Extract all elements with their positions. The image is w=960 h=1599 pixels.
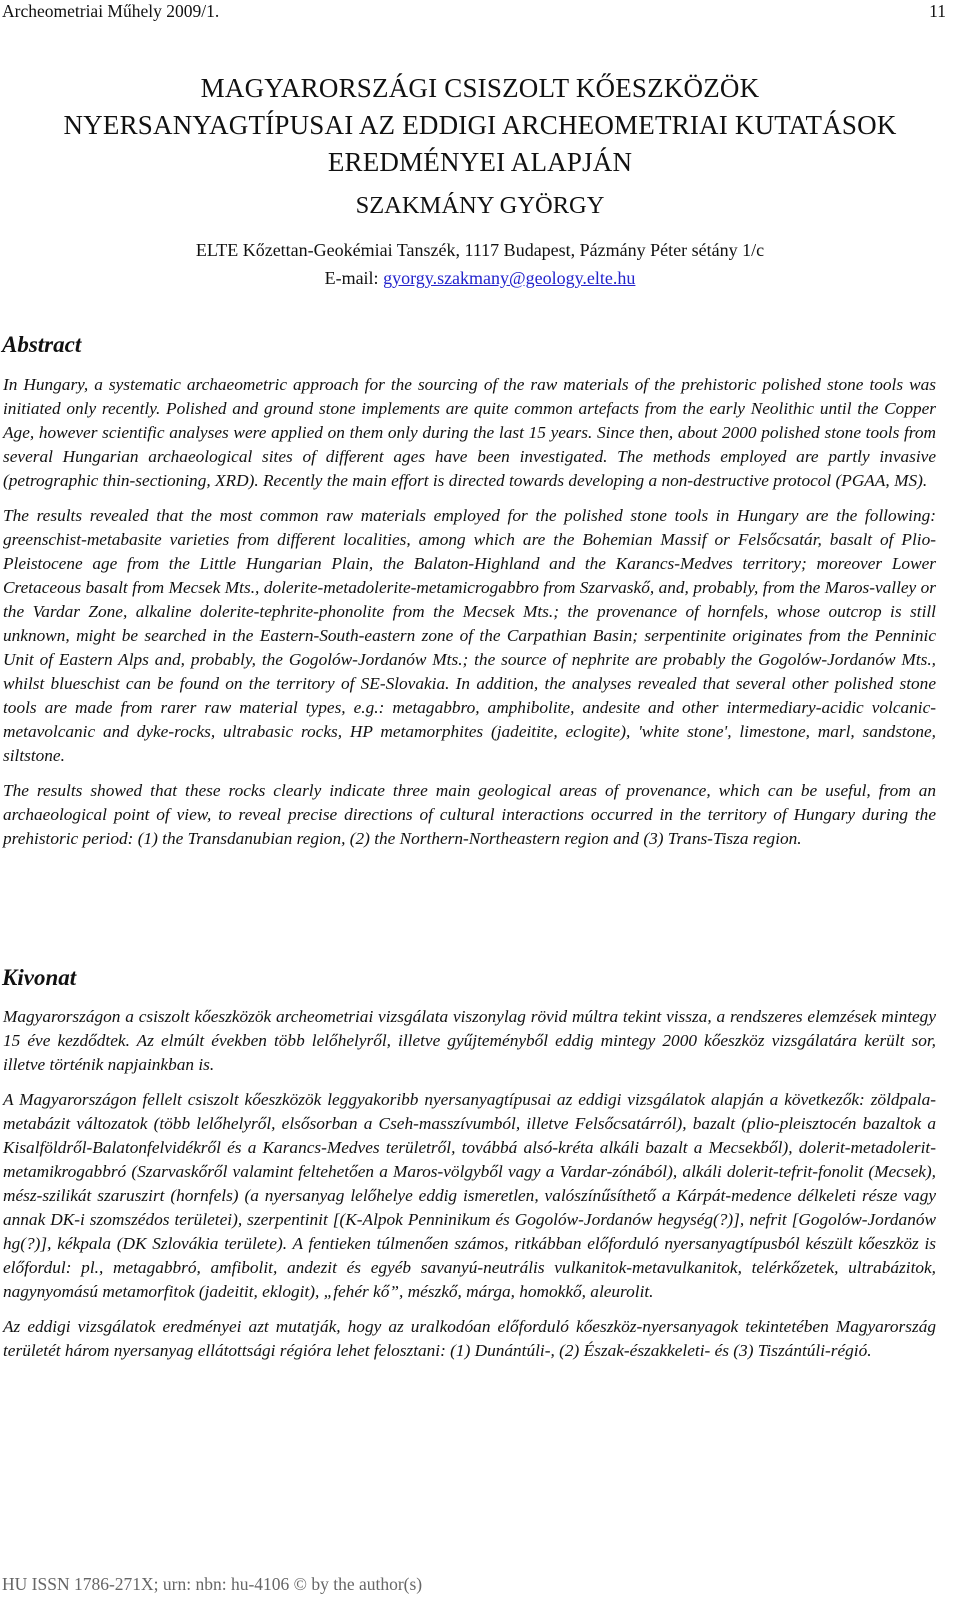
title-line-1: MAGYARORSZÁGI CSISZOLT KŐESZKÖZÖK — [200, 73, 760, 103]
email-link[interactable]: gyorgy.szakmany@geology.elte.hu — [383, 268, 636, 288]
abstract-paragraph-2: The results revealed that the most common raw materials employed for the polished stone tools in Hungary are the following: greenschist-metabasite varieties from different localities, among which are the Bohemian Massif or Felsőcsatár, basalt of Plio-Pleistocene age from the Little Hungarian Plain, the Balaton-Highland and the Karancs-Medves territory; moreover Lower Cretaceous basalt from Mecsek Mts., dolerite-metadolerite-metamicrogabbro from Szarvaskő, and, probably, from the Maros-valley or the Vardar Zone, alkaline dolerite-tephrite-phonolite from the Mecsek Mts.; the provenance of hornfels, whose outcrop is still unknown, might be searched in the Eastern-South-eastern zone of the Carpathian Basin; serpentinite originates from the Penninic Unit of Eastern Alps and, probably, the Gogolów-Jordanów Mts.; the source of nephrite are probably the Gogolów-Jordanów Mts., whilst blueschist can be found on the territory of SE-Slovakia. In addition, the analyses revealed that several other polished stone tools are made from rarer raw material types, e.g.: metagabbro, amphibolite, andesite and other intermediary-acidic volcanic-metavolcanic and dyke-rocks, ultrabasic rocks, HP metamorphites (jadeitite, eclogite), 'white stone', limestone, marl, sandstone, siltstone. — [3, 506, 936, 765]
paper-title — [0, 70, 960, 181]
kivonat-paragraph-1: Magyarországon a csiszolt kőeszközök archeometriai vizsgálata viszonylag rövid múltra tekint vissza, a rendszeres elemzések mintegy 15 éve kezdődtek. Az elmúlt években több lelőhelyről, illetve gyűjteményből eddig mintegy 2000 kőeszköz vizsgálatára került sor, illetve történik napjainkban is. — [3, 1007, 936, 1074]
abstract-paragraph-3: The results showed that these rocks clearly indicate three main geological areas of provenance, which can be useful, from an archaeological point of view, to reveal precise directions of cultural interactions occurred in the territory of Hungary during the prehistoric period: (1) the Transdanubian region, (2) the Northern-Northeastern region and (3) Trans-Tisza region. — [3, 781, 936, 848]
email-label: E-mail: — [324, 268, 379, 288]
title-line-2: NYERSANYAGTÍPUSAI AZ EDDIGI ARCHEOMETRIAI KUTATÁSOK — [63, 110, 897, 140]
abstract-heading: Abstract — [2, 332, 82, 357]
abstract-body — [3, 373, 936, 862]
page-number: 11 — [929, 1, 946, 21]
abstract-paragraph-1: In Hungary, a systematic archaeometric approach for the sourcing of the raw materials of the prehistoric polished stone tools was initiated only recently. Polished and ground stone implements are quite common artefacts from the early Neolithic until the Copper Age, however scientific analyses were applied on them only during the last 15 years. Since then, about 2000 polished stone tools from several Hungarian archaeological sites of different ages have been investigated. The methods employed are partly invasive (petrographic thin-sectioning, XRD). Recently the main effort is directed towards developing a non-destructive protocol (PGAA, MS). — [3, 375, 936, 490]
email-line — [140, 264, 820, 292]
affiliation — [140, 236, 820, 292]
kivonat-paragraph-2: A Magyarországon fellelt csiszolt kőeszközök leggyakoribb nyersanyagtípusai az eddigi vizsgálatok alapján a következők: zöldpala-metabázit változatok (több lelőhelyről, elsősorban a Cseh-masszívumból, illetve Felsőcsatárról), bazalt (plio-pleisztocén bazaltok a Kisalföldről-Balatonfelvidékről és a Karancs-Medves területről, továbbá alsó-kréta alkáli bazalt a Mecsekből), dolerit-metadolerit-metamikrogabbró (Szarvaskőről valamint feltehetően a Maros-völgyből vagy a Vardar-zónából), alkáli dolerit-tefrit-fonolit (Mecsek), mész-szilikát szaruszirt (hornfels) (a nyersanyag lelőhelye eddig ismeretlen, valószínűsíthető a Kárpát-medence délkeleti része vagy annak DK-i szomszédos területei), szerpentinit [(K-Alpok Penninikum és Gogolów-Jordanów hegység(?)], nefrit [Gogolów-Jordanów hg(?)], kékpala (DK Szlovákia területe). A fentieken túlmenően számos, ritkábban előforduló nyersanyagtípusból készült kőeszköz is előfordul: pl., metagabbró, amfibolit, andezit és egyéb savanyú-neutrális vulkanitok-metavulkanitok, telérkőzetek, ultrabázitok, nagynyomású metamorfitok (jadeitit, eklogit), „fehér kő”, mészkő, márga, homokkő, aleurolit. — [3, 1090, 936, 1301]
title-line-3: EREDMÉNYEI ALAPJÁN — [327, 147, 633, 177]
author-name: SZAKMÁNY GYÖRGY — [355, 192, 605, 219]
journal-name: Archeometriai Műhely 2009/1. — [2, 1, 220, 21]
kivonat-paragraph-3: Az eddigi vizsgálatok eredményei azt mutatják, hogy az uralkodóan előforduló kőeszköz-nyersanyagok tekintetében Magyarország területét három nyersanyag ellátottsági régióra lehet felosztani: (1) Dunántúli-, (2) Észak-északkeleti- és (3) Tiszántúli-régió. — [3, 1317, 936, 1360]
running-header — [0, 0, 960, 26]
title-block — [0, 70, 960, 221]
footer-issn: HU ISSN 1786-271X; urn: nbn: hu-4106 © by the author(s) — [2, 1574, 423, 1594]
kivonat-heading: Kivonat — [2, 965, 77, 990]
kivonat-body — [3, 1005, 936, 1374]
affiliation-address: ELTE Kőzettan-Geokémiai Tanszék, 1117 Budapest, Pázmány Péter sétány 1/c — [195, 240, 765, 260]
